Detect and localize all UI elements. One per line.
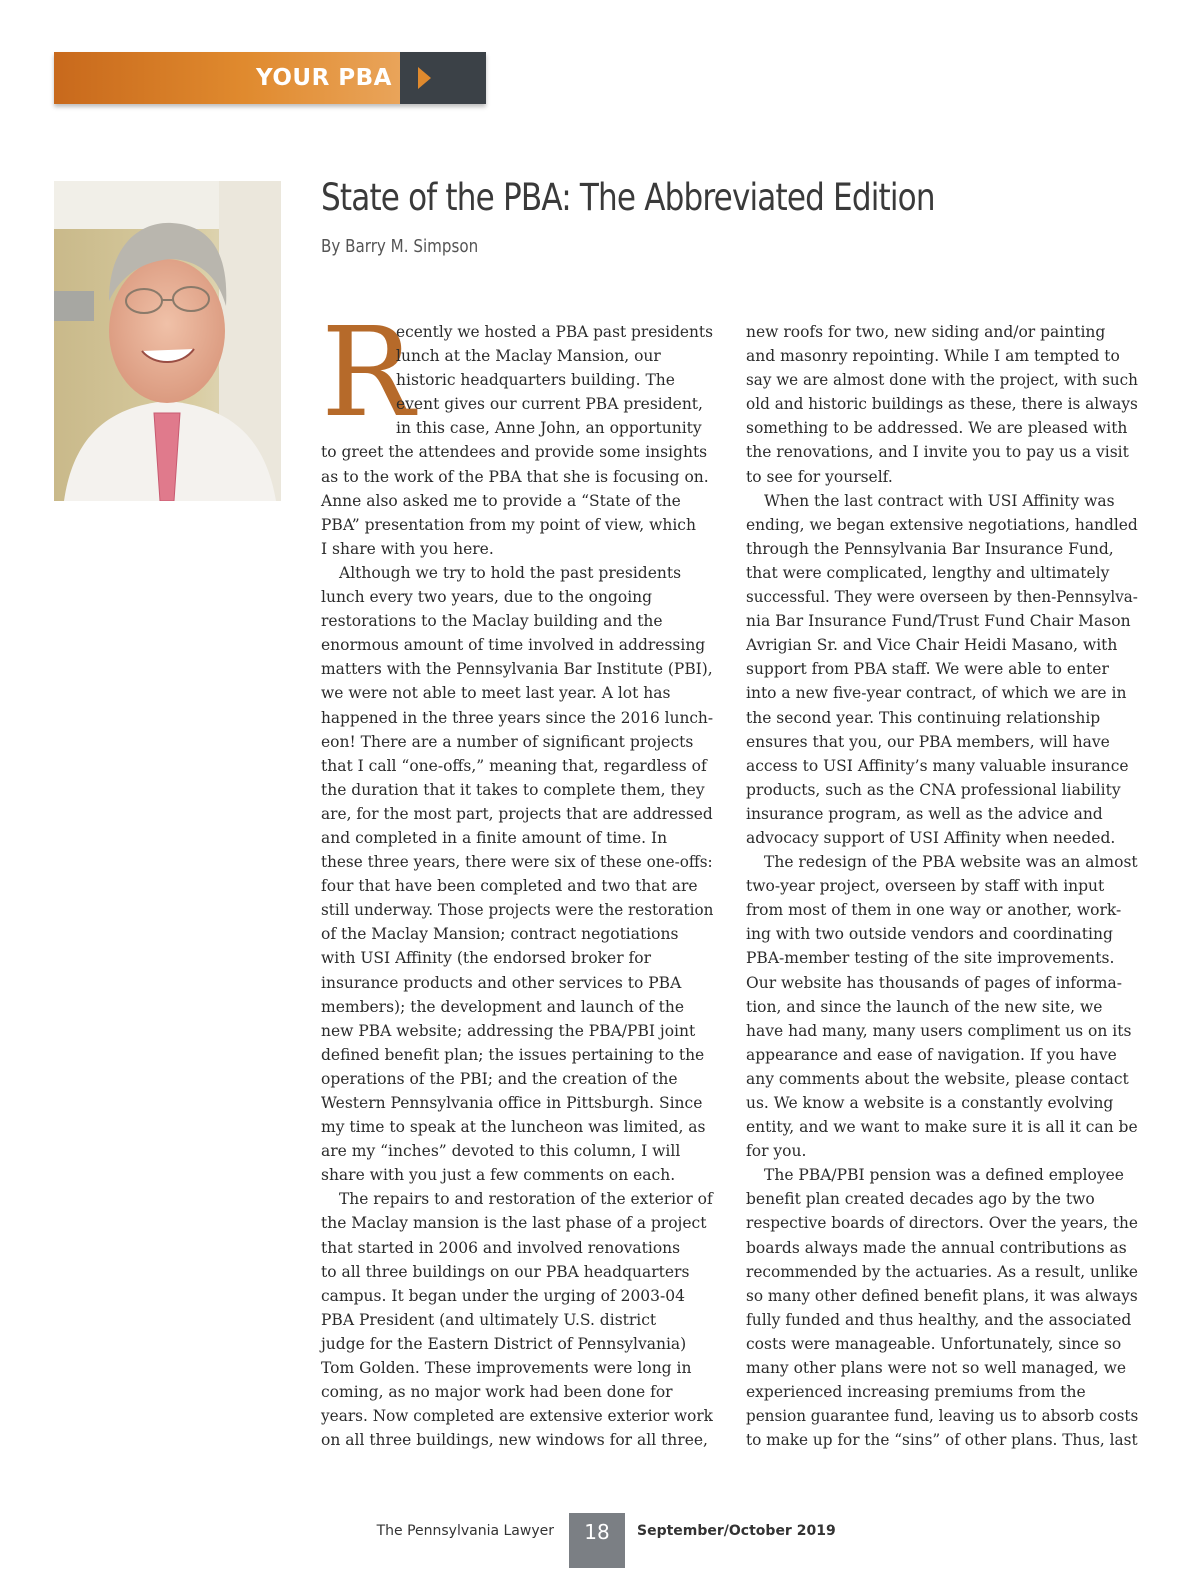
text-line: lunch at the Maclay Mansion, our	[396, 347, 661, 366]
text-line: to all three buildings on our PBA headquarters	[321, 1262, 690, 1281]
issue-date: September/October 2019	[637, 1523, 836, 1539]
text-line: Tom Golden. These improvements were long in	[321, 1359, 692, 1378]
left-column-text	[321, 440, 713, 1452]
text-line: advocacy support of USI Affinity when needed.	[746, 828, 1116, 847]
text-line: are, for the most part, projects that are addressed	[321, 804, 713, 823]
page-footer	[0, 1513, 1200, 1568]
text-line: happened in the three years since the 2016 lunch-	[321, 708, 714, 727]
text-line: insurance program, as well as the advice and	[746, 804, 1103, 823]
text-line: event gives our current PBA president,	[396, 395, 703, 414]
text-line: for you.	[746, 1142, 807, 1161]
text-line: members); the development and launch of the	[321, 997, 684, 1016]
text-line: many other plans were not so well managed, we	[746, 1359, 1127, 1378]
article-title: State of the PBA: The Abbreviated Edition	[321, 176, 935, 219]
text-line: tion, and since the launch of the new site, we	[746, 997, 1103, 1016]
section-label: YOUR PBA	[54, 52, 400, 104]
text-line: ing with two outside vendors and coordinating	[746, 925, 1113, 944]
text-line: two-year project, overseen by staff with input	[746, 877, 1105, 896]
text-line: from most of them in one way or another, work-	[746, 901, 1122, 920]
text-line: nia Bar Insurance Fund/Trust Fund Chair Mason	[746, 612, 1131, 631]
article-body	[321, 301, 1139, 1450]
drop-cap: R	[321, 301, 415, 445]
text-line: us. We know a website is a constantly evolving	[746, 1094, 1114, 1112]
text-line: fully funded and thus healthy, and the associated	[746, 1310, 1132, 1329]
text-line: Although we try to hold the past presidents	[339, 563, 682, 582]
text-line: and completed in a finite amount of time. In	[321, 828, 668, 847]
text-line: PBA President (and ultimately U.S. district	[321, 1310, 657, 1329]
text-line: insurance products and other services to PBA	[321, 973, 682, 992]
text-line: PBA” presentation from my point of view, which	[321, 515, 696, 534]
text-line: so many other defined benefit plans, it was always	[746, 1286, 1138, 1305]
text-line: that I call “one-offs,” meaning that, regardless of	[321, 756, 707, 775]
text-line: of the Maclay Mansion; contract negotiations	[321, 925, 679, 944]
text-line: are my “inches” devoted to this column, I will	[321, 1142, 681, 1161]
text-line: entity, and we want to make sure it is all it can be	[746, 1118, 1138, 1137]
text-line: successful. They were overseen by then-Pennsylva-	[746, 588, 1138, 607]
text-line: the duration that it takes to complete them, they	[321, 780, 705, 799]
text-line: boards always made the annual contributions as	[746, 1238, 1127, 1257]
text-line: the renovations, and I invite you to pay us a visit	[746, 443, 1129, 462]
text-line: years. Now completed are extensive exterior work	[321, 1407, 713, 1426]
text-line: and masonry repointing. While I am tempted to	[746, 347, 1120, 366]
text-line: have had many, many users compliment us on its	[746, 1021, 1132, 1040]
text-line: new PBA website; addressing the PBA/PBI joint	[321, 1021, 696, 1040]
text-line: Avrigian Sr. and Vice Chair Heidi Masano, with	[746, 636, 1118, 655]
text-line: these three years, there were six of these one-offs:	[321, 853, 713, 872]
text-line: I share with you here.	[321, 539, 494, 558]
text-line: operations of the PBI; and the creation of the	[321, 1069, 678, 1088]
text-line: defined benefit plan; the issues pertaining to the	[321, 1045, 705, 1064]
text-line: products, such as the CNA professional liability	[746, 780, 1121, 799]
text-line: say we are almost done with the project, with such	[746, 371, 1138, 390]
text-line: any comments about the website, please contact	[746, 1069, 1129, 1088]
text-line: The repairs to and restoration of the exterior of	[338, 1190, 713, 1209]
text-line: the Maclay mansion is the last phase of a project	[321, 1214, 707, 1233]
text-line: four that have been completed and two that are	[321, 877, 698, 896]
text-line: we were not able to meet last year. A lot has	[321, 684, 671, 703]
text-line: recommended by the actuaries. As a result, unlike	[746, 1262, 1139, 1281]
text-line: ensures that you, our PBA members, will have	[746, 732, 1110, 751]
author-photo	[54, 181, 281, 501]
text-line: historic headquarters building. The	[396, 371, 675, 390]
text-line: ending, we began extensive negotiations, handled	[746, 515, 1138, 534]
text-line: on all three buildings, new windows for all three,	[321, 1431, 708, 1450]
text-line: as to the work of the PBA that she is focusing on.	[321, 467, 709, 486]
text-line: appearance and ease of navigation. If you have	[746, 1045, 1117, 1064]
article-byline: By Barry M. Simpson	[321, 236, 479, 257]
text-line: Our website has thousands of pages of informa-	[746, 973, 1122, 992]
text-line: still underway. Those projects were the restoration	[321, 901, 714, 920]
text-line: The PBA/PBI pension was a defined employee	[764, 1166, 1124, 1185]
text-line: share with you just a few comments on each.	[321, 1166, 676, 1185]
text-line: old and historic buildings as these, there is always	[746, 395, 1138, 414]
text-line: that started in 2006 and involved renovations	[321, 1238, 681, 1257]
text-line: my time to speak at the luncheon was limited, as	[321, 1118, 706, 1137]
right-column-text	[746, 320, 1138, 1452]
text-line: matters with the Pennsylvania Bar Institute (PBI),	[321, 660, 713, 679]
text-line: coming, as no major work had been done for	[321, 1383, 673, 1402]
text-line: When the last contract with USI Affinity was	[764, 491, 1115, 510]
text-line: PBA-member testing of the site improvements.	[746, 949, 1115, 968]
text-line: Anne also asked me to provide a “State of the	[321, 491, 681, 510]
text-line: pension guarantee fund, leaving us to absorb costs	[746, 1407, 1139, 1426]
text-line: with USI Affinity (the endorsed broker for	[321, 949, 652, 968]
column-right	[746, 320, 1138, 1452]
text-line: something to be addressed. We are pleased with	[746, 419, 1128, 438]
column-left	[321, 301, 714, 1452]
text-line: Western Pennsylvania office in Pittsburgh. Since	[321, 1094, 703, 1112]
text-line: that were complicated, lengthy and ultimately	[746, 563, 1110, 582]
text-line: in this case, Anne John, an opportunity	[396, 419, 702, 438]
text-line: costs were manageable. Unfortunately, since so	[746, 1334, 1122, 1353]
text-line: new roofs for two, new siding and/or painting	[746, 323, 1106, 341]
publication-name: The Pennsylvania Lawyer	[376, 1523, 554, 1539]
text-line: The redesign of the PBA website was an almost	[764, 853, 1138, 872]
text-line: campus. It began under the urging of 2003-04	[321, 1286, 685, 1305]
text-line: judge for the Eastern District of Pennsylvania)	[321, 1334, 687, 1353]
text-line: into a new five-year contract, of which we are in	[746, 684, 1127, 703]
text-line: access to USI Affinity’s many valuable insurance	[746, 756, 1129, 775]
text-line: respective boards of directors. Over the years, the	[746, 1214, 1138, 1233]
arrow-right-icon	[418, 67, 431, 89]
text-line: the second year. This continuing relationship	[746, 708, 1101, 727]
section-arrow-box	[400, 52, 486, 104]
text-line: to make up for the “sins” of other plans. Thus, last	[746, 1431, 1138, 1450]
text-line: ecently we hosted a PBA past presidents	[396, 323, 713, 341]
page-number: 18	[569, 1513, 625, 1568]
text-line: enormous amount of time involved in addressing	[321, 636, 706, 655]
text-line: to see for yourself.	[746, 467, 893, 486]
text-line: support from PBA staff. We were able to enter	[746, 660, 1109, 679]
text-line: lunch every two years, due to the ongoing	[321, 588, 653, 607]
text-line: through the Pennsylvania Bar Insurance Fund,	[746, 539, 1114, 558]
text-line: experienced increasing premiums from the	[746, 1383, 1086, 1402]
text-line: to greet the attendees and provide some insights	[321, 443, 708, 462]
text-line: restorations to the Maclay building and the	[321, 612, 663, 631]
text-line: eon! There are a number of significant projects	[321, 732, 694, 751]
text-line: benefit plan created decades ago by the two	[746, 1190, 1095, 1209]
section-header	[54, 52, 486, 104]
